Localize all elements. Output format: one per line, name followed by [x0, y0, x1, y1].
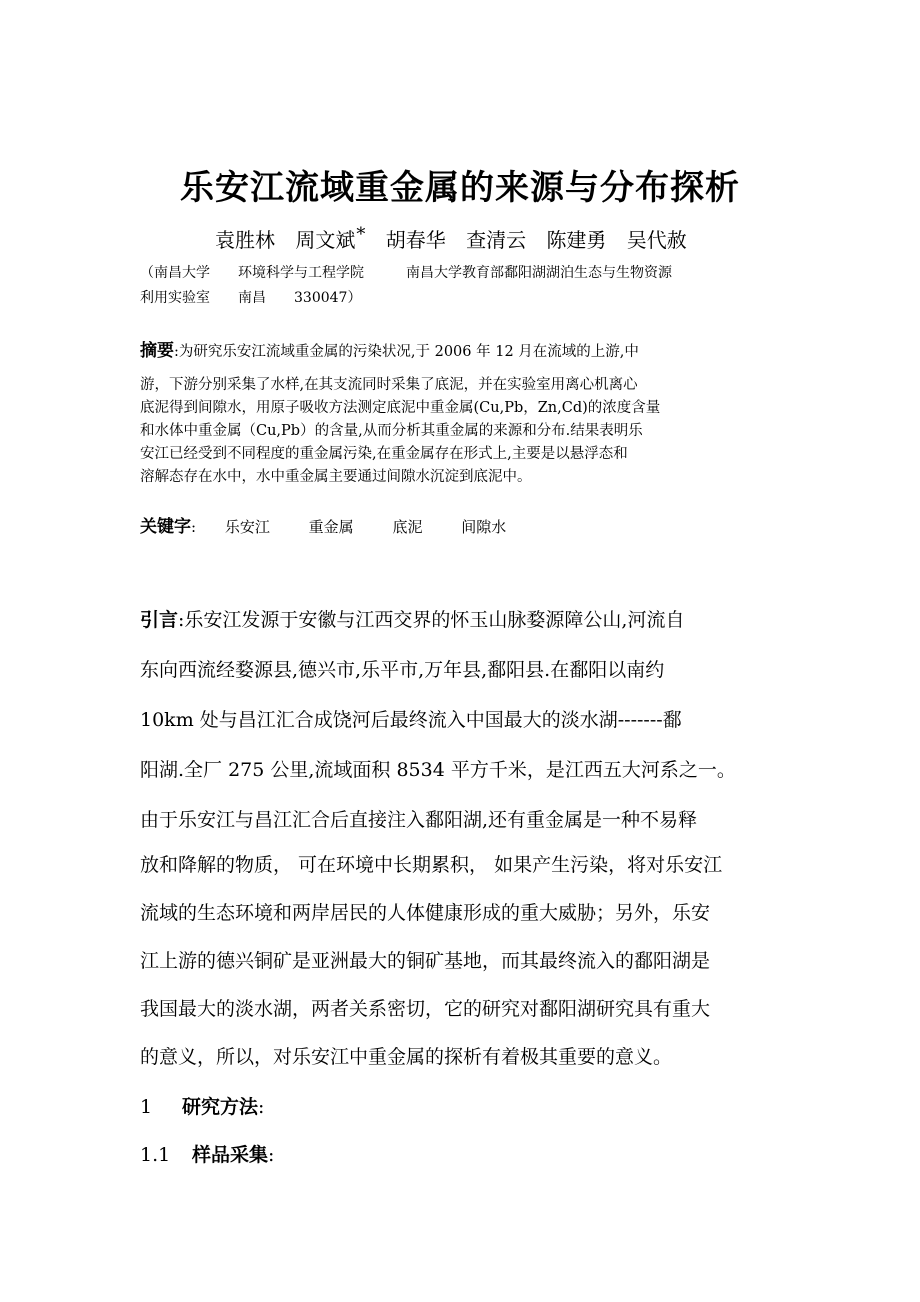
- abstract-line: 摘要:为研究乐安江流域重金属的污染状况,于 2006 年 12 月在流域的上游,中: [140, 341, 639, 361]
- intro-line: 江上游的德兴铜矿是亚洲最大的铜矿基地，而其最终流入的鄱阳湖是: [140, 950, 711, 972]
- abstract-line: 底泥得到间隙水，用原子吸收方法测定底泥中重金属(Cu,Pb，Zn,Cd)的浓度含量: [140, 400, 661, 416]
- paper-title: 乐安江流域重金属的来源与分布探析: [180, 168, 740, 208]
- section-heading: 1 研究方法:: [140, 1096, 265, 1118]
- abstract-line: 安江已经受到不同程度的重金属污染,在重金属存在形式上,主要是以悬浮态和: [140, 446, 628, 462]
- subsection-title: 样品采集: [192, 1144, 269, 1166]
- author-name: 周文斌*: [295, 224, 366, 252]
- intro-line: 由于乐安江与昌江汇合后直接注入鄱阳湖,还有重金属是一种不易释: [140, 809, 698, 831]
- author-name: 陈建勇: [546, 228, 607, 252]
- abstract-line: 游，下游分别采集了水样,在其支流同时采集了底泥，并在实验室用离心机离心: [140, 377, 638, 393]
- abstract-block: [140, 340, 790, 489]
- author-list: [215, 224, 701, 253]
- author-name: 吴代赦: [626, 228, 687, 252]
- intro-line: 东向西流经婺源县,德兴市,乐平市,万年县,鄱阳县.在鄱阳以南约: [140, 659, 665, 681]
- keywords-label: 关键字: [140, 517, 191, 537]
- keyword: 乐安江: [224, 518, 270, 536]
- intro-line: 引言:乐安江发源于安徽与江西交界的怀玉山脉婺源障公山,河流自: [140, 609, 685, 631]
- intro-line: 流域的生态环境和两岸居民的人体健康形成的重大威胁；另外，乐安: [140, 902, 711, 924]
- affiliation-line: 利用实验室 南昌 330047）: [140, 290, 362, 306]
- abstract-label: 摘要: [140, 341, 174, 361]
- intro-line: 阳湖.全厂 275 公里,流域面积 8534 平方千米，是江西五大河系之一。: [140, 759, 736, 781]
- intro-line: 的意义，所以，对乐安江中重金属的探析有着极其重要的意义。: [140, 1046, 673, 1068]
- author-name: 查清云: [466, 228, 527, 252]
- intro-line: 放和降解的物质， 可在环境中长期累积， 如果产生污染，将对乐安江: [140, 854, 723, 876]
- keyword: 重金属: [308, 518, 354, 536]
- keyword: 间隙水: [461, 518, 507, 536]
- abstract-line: 溶解态存在水中，水中重金属主要通过间隙水沉淀到底泥中。: [140, 469, 532, 485]
- affiliation-line: （南昌大学 环境科学与工程学院 南昌大学教育部鄱阳湖湖泊生态与生物资源: [140, 265, 672, 281]
- intro-line: 我国最大的淡水湖，两者关系密切，它的研究对鄱阳湖研究具有重大: [140, 998, 711, 1020]
- section-number: 1: [140, 1096, 153, 1118]
- keywords-line: 关键字: 乐安江 重金属 底泥 间隙水: [140, 517, 507, 537]
- keyword: 底泥: [392, 518, 423, 536]
- intro-label: 引言: [140, 609, 179, 631]
- abstract-line: 和水体中重金属（Cu,Pb）的含量,从而分析其重金属的来源和分布.结果表明乐: [140, 423, 643, 439]
- corresponding-author-mark: *: [356, 224, 366, 245]
- author-name: 胡春华: [385, 228, 446, 252]
- section-title: 研究方法: [182, 1096, 259, 1118]
- subsection-number: 1.1: [140, 1144, 171, 1166]
- subsection-heading: 1.1 样品采集:: [140, 1144, 275, 1166]
- intro-line: 10km 处与昌江汇合成饶河后最终流入中国最大的淡水湖-------鄱: [140, 709, 682, 731]
- author-name: 袁胜林: [215, 228, 275, 252]
